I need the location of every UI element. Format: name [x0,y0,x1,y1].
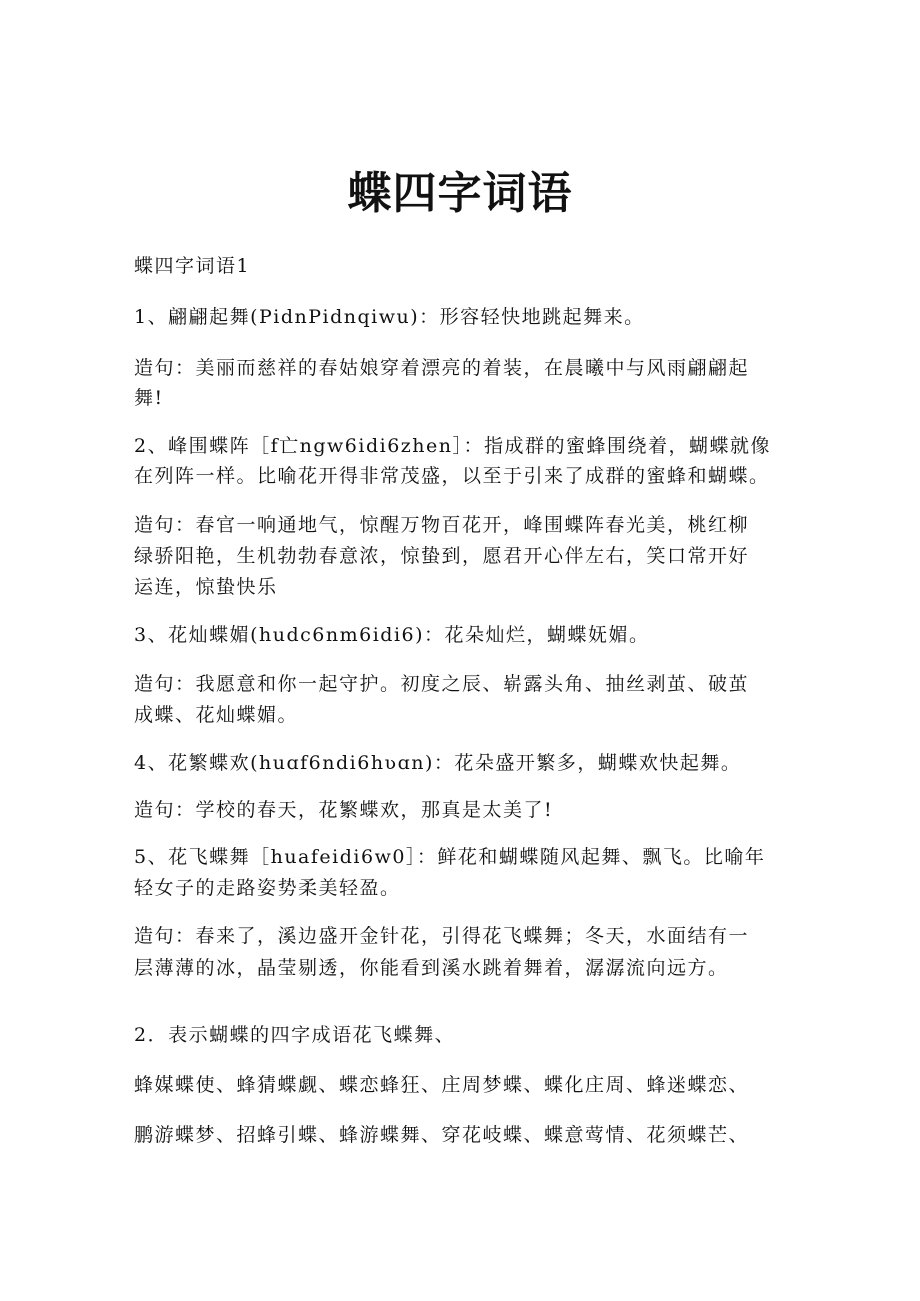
entry-2-definition-line-2: 在列阵一样。比喻花开得非常茂盛，以至于引来了成群的蜜蜂和蝴蝶。 [134,465,770,487]
document-title: 蝶四字词语 [347,168,573,219]
idiom-list-line-1: 蜂媒蝶使、蜂猜蝶觑、蝶恋蜂狂、庄周梦蝶、蝶化庄周、蜂迷蝶恋、 [134,1074,750,1096]
idiom-list-heading: 2．表示蝴蝶的四字成语花飞蝶舞、 [134,1024,456,1046]
entry-5-definition-line-2: 轻女子的走路姿势柔美轻盈。 [134,877,401,899]
entry-2-example-line-3: 运连，惊蛰快乐 [134,576,278,598]
entry-3-example-line-2: 成蝶、花灿蝶媚。 [134,704,299,726]
entry-1-example-line-2: 舞! [134,387,164,409]
entry-5-example-line-2: 层薄薄的冰，晶莹剔透，你能看到溪水跳着舞着，潺潺流向远方。 [134,957,729,979]
section-heading: 蝶四字词语1 [134,255,251,277]
entry-1-example-line-1: 造句：美丽而慈祥的春姑娘穿着漂亮的着装，在晨曦中与风雨翩翩起 [134,357,750,379]
entry-3-example-line-1: 造句：我愿意和你一起守护。初度之辰、崭露头角、抽丝剥茧、破茧 [134,673,750,695]
idiom-list-line-2: 鹏游蝶梦、招蜂引蝶、蜂游蝶舞、穿花岐蝶、蝶意莺情、花须蝶芒、 [134,1124,750,1146]
entry-5-definition-line-1: 5、花飞蝶舞［huafeidi6w0］：鲜花和蝴蝶随风起舞、飘飞。比喻年 [134,846,766,868]
entry-4-definition: 4、花繁蝶欢(huɑf6ndi6hʋɑn)：花朵盛开繁多，蝴蝶欢快起舞。 [134,752,742,774]
entry-2-example-line-2: 绿骄阳艳，生机勃勃春意浓，惊蛰到，愿君开心伴左右，笑口常开好 [134,545,750,567]
entry-3-definition: 3、花灿蝶媚(hudc6nm6idi6)：花朵灿烂，蝴蝶妩媚。 [134,624,650,646]
entry-2-example-line-1: 造句：春官一响通地气，惊醒万物百花开，峰围蝶阵春光美，桃红柳 [134,514,750,536]
entry-4-example: 造句：学校的春天，花繁蝶欢，那真是太美了! [134,799,554,821]
entry-1-definition: 1、翩翩起舞(PidnPidnqiwu)：形容轻快地跳起舞来。 [134,306,645,328]
entry-2-definition-line-1: 2、峰围蝶阵［f亡ngw6idi6zhen］：指成群的蜜蜂围绕着，蝴蝶就像 [134,435,772,457]
entry-5-example-line-1: 造句：春来了，溪边盛开金针花，引得花飞蝶舞；冬天，水面结有一 [134,925,750,947]
